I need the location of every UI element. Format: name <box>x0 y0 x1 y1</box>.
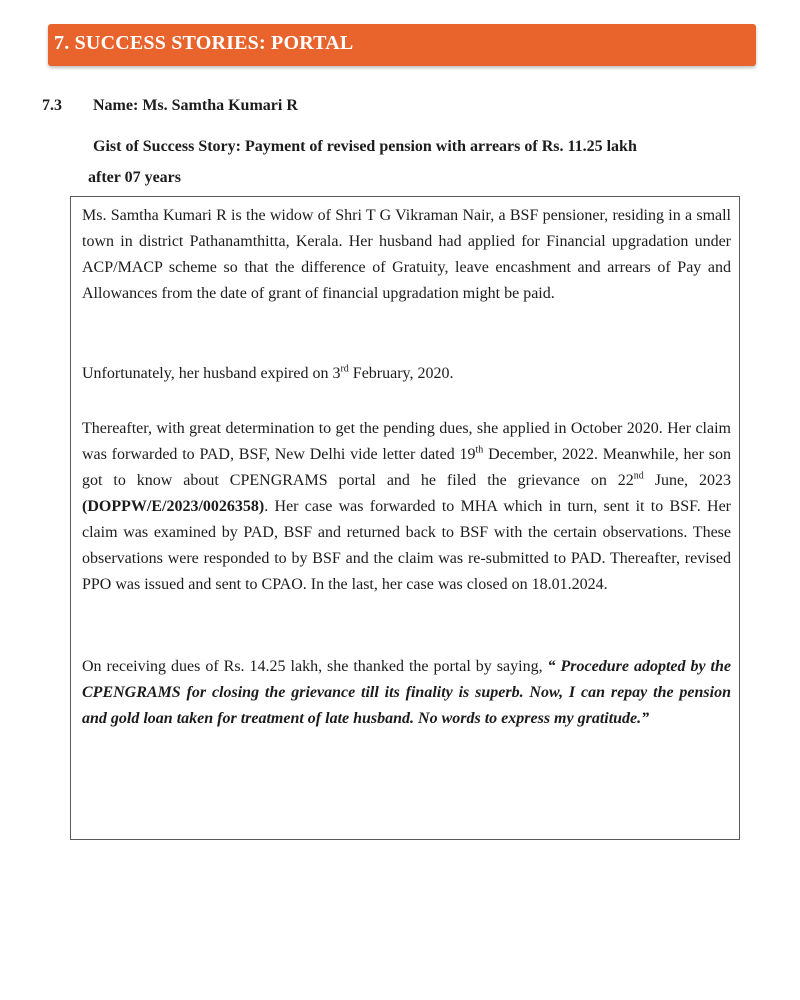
p2-text-b: February, 2020. <box>348 365 454 382</box>
p3-text-c: June, 2023 <box>643 472 731 489</box>
story-box <box>70 196 740 840</box>
p3-superscript-2: nd <box>633 470 644 482</box>
section-banner <box>48 24 756 66</box>
p3-text-b: December, 2022. Meanwhile, her son got to know about CPENGRAMS portal and he filed the grievance on 22 <box>82 446 731 489</box>
story-paragraph-4 <box>82 654 731 732</box>
story-paragraph-1: Ms. Samtha Kumari R is the widow of Shri T G Vikraman Nair, a BSF pensioner, residing in a small town in district Pathanamthitta, Kerala. Her husband had applied for Financial upgradation under ACP/MACP scheme so that the difference of Gratuity, leave encashment and arrears of Pay and Allowances from the date of grant of financial upgradation might be paid. <box>82 207 731 302</box>
story-gist <box>88 131 733 193</box>
section-title: 7. SUCCESS STORIES: PORTAL <box>54 32 354 54</box>
p3-superscript-1: th <box>475 444 484 456</box>
story-paragraph-3 <box>82 416 731 598</box>
p3-text-d: . Her case was forwarded to MHA which in turn, sent it to BSF. Her claim was examined by PAD, BSF and returned back to BSF with the certain observations. These observations were responded to by BSF and the claim was re-submitted to PAD. Thereafter, revised PPO was issued and sent to CPAO. In the last, her case was closed on 18.01.2024. <box>82 498 731 593</box>
p4-text-a: On receiving dues of Rs. 14.25 lakh, she thanked the portal by saying, <box>82 658 548 675</box>
gist-line-1: Gist of Success Story: Payment of revised pension with arrears of Rs. 11.25 lakh <box>93 138 637 155</box>
testimonial-quote: “ Procedure adopted by the CPENGRAMS for closing the grievance till its finality is superb. Now, I can repay the pension and gold loan taken for treatment of late husband. No words to express my gratitude.” <box>82 658 731 727</box>
p2-superscript: rd <box>340 363 349 375</box>
grievance-reference: (DOPPW/E/2023/0026358) <box>82 498 265 515</box>
story-paragraph-2 <box>82 361 731 387</box>
story-name: Name: Ms. Samtha Kumari R <box>93 97 298 114</box>
p2-text-a: Unfortunately, her husband expired on 3 <box>82 365 341 382</box>
p3-text-a: Thereafter, with great determination to get the pending dues, she applied in October 2020. Her claim was forwarded to PAD, BSF, New Delhi vide letter dated 19 <box>82 420 731 463</box>
story-number: 7.3 <box>42 97 62 114</box>
gist-line-2: after 07 years <box>88 169 181 186</box>
